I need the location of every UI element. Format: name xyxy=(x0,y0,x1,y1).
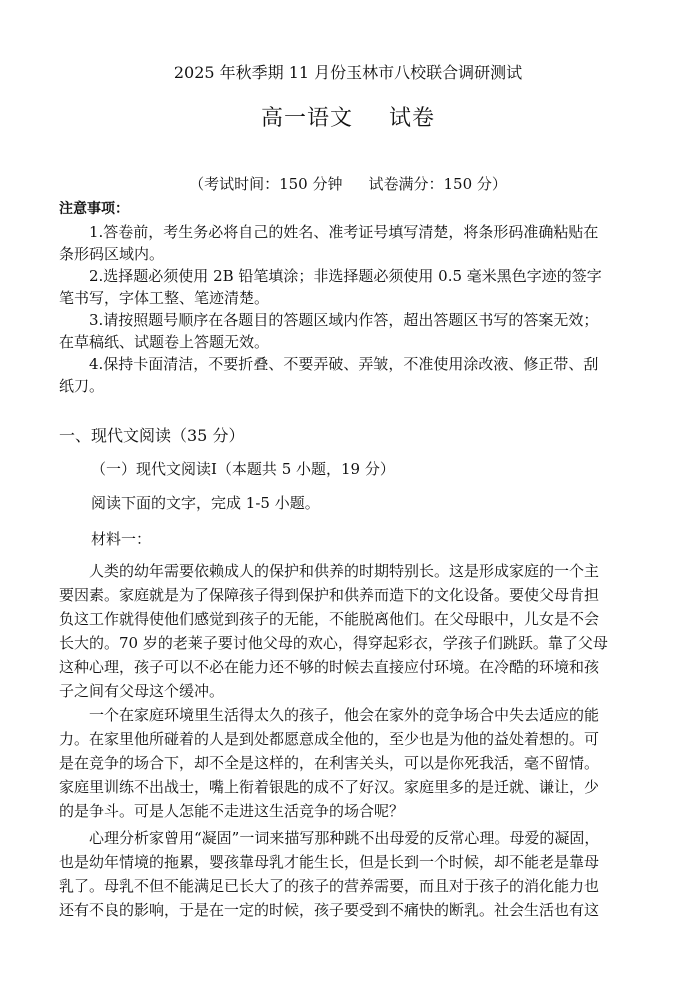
paragraph-line: 是在竞争的场合下，却不全是这样的，在利害关头，可以是你死我活，毫不留情。 xyxy=(59,754,600,772)
exam-time: （考试时间：150 分钟 xyxy=(189,175,343,193)
paragraph-line: 还有不良的影响，于是在一定的时候，孩子要受到不痛快的断乳。社会生活也有这 xyxy=(59,901,600,919)
section-heading: 一、现代文阅读（35 分） xyxy=(59,426,245,445)
exam-header: 2025 年秋季期 11 月份玉林市八校联合调研测试 xyxy=(173,63,523,82)
notes-line: 条形码区域内。 xyxy=(59,245,165,263)
paragraph-line: 负这工作就得使他们感觉到孩子的无能，不能脱离他们。在父母眼中，儿女是不会 xyxy=(59,610,600,628)
exam-info xyxy=(0,173,696,194)
notes-line: 3.请按照题号顺序在各题目的答题区域内作答，超出答题区书写的答案无效； xyxy=(89,311,599,329)
paragraph-line: 长大的。70 岁的老莱子要讨他父母的欢心，得穿起彩衣，学孩子们跳跃。靠了父母 xyxy=(59,634,608,652)
paragraph-line: 这种心理，孩子可以不必在能力还不够的时候去直接应付环境。在冷酷的环境和孩 xyxy=(59,658,600,676)
notes-line: 4.保持卡面清洁，不要折叠、不要弄破、弄皱，不准使用涂改液、修正带、刮 xyxy=(89,355,599,373)
paragraph-line: 心理分析家曾用“凝固”一词来描写那种跳不出母爱的反常心理。母爱的凝固， xyxy=(89,829,600,847)
notes-line: 笔书写，字体工整、笔迹清楚。 xyxy=(59,289,270,307)
paragraph-line: 的是争斗。可是人怎能不走进这生活竞争的场合呢？ xyxy=(59,802,405,820)
title-kind: 试卷 xyxy=(389,106,436,131)
paragraph-line: 人类的幼年需要依赖成人的保护和供养的时期特别长。这是形成家庭的一个主 xyxy=(89,562,600,580)
material-label: 材料一： xyxy=(91,530,152,548)
sub-heading: （一）现代文阅读Ⅰ（本题共 5 小题，19 分） xyxy=(91,460,395,478)
exam-score: 试卷满分：150 分） xyxy=(368,175,507,193)
instruction: 阅读下面的文字，完成 1-5 小题。 xyxy=(91,494,320,512)
notes-heading: 注意事项： xyxy=(59,201,129,217)
paragraph-line: 要因素。家庭就是为了保障孩子得到保护和供养而造下的文化设备。要使父母肯担 xyxy=(59,586,600,604)
paragraph-line: 也是幼年情境的拖累，婴孩靠母乳才能生长，但是长到一个时候，却不能老是靠母 xyxy=(59,853,600,871)
paragraph-line: 力。在家里他所碰着的人是到处都愿意成全他的，至少也是为他的益处着想的。可 xyxy=(59,730,600,748)
paragraph-line: 家庭里训练不出战士，嘴上衔着银匙的成不了好汉。家庭里多的是迁就、谦让，少 xyxy=(59,778,600,796)
paragraph-line: 乳了。母乳不但不能满足已长大了的孩子的营养需要，而且对于孩子的消化能力也 xyxy=(59,877,600,895)
notes-line: 在草稿纸、试题卷上答题无效。 xyxy=(59,333,270,351)
title-subject: 高一语文 xyxy=(260,106,353,131)
notes-line: 1.答卷前，考生务必将自己的姓名、准考证号填写清楚，将条形码准确粘贴在 xyxy=(89,223,599,241)
paragraph-line: 一个在家庭环境里生活得太久的孩子，他会在家外的竞争场合中失去适应的能 xyxy=(89,706,600,724)
notes-line: 纸刀。 xyxy=(59,377,105,395)
page-title xyxy=(0,101,696,132)
notes-line: 2.选择题必须使用 2B 铅笔填涂；非选择题必须使用 0.5 毫米黑色字迹的签字 xyxy=(89,267,602,285)
paragraph-line: 子之间有父母这个缓冲。 xyxy=(59,682,225,700)
